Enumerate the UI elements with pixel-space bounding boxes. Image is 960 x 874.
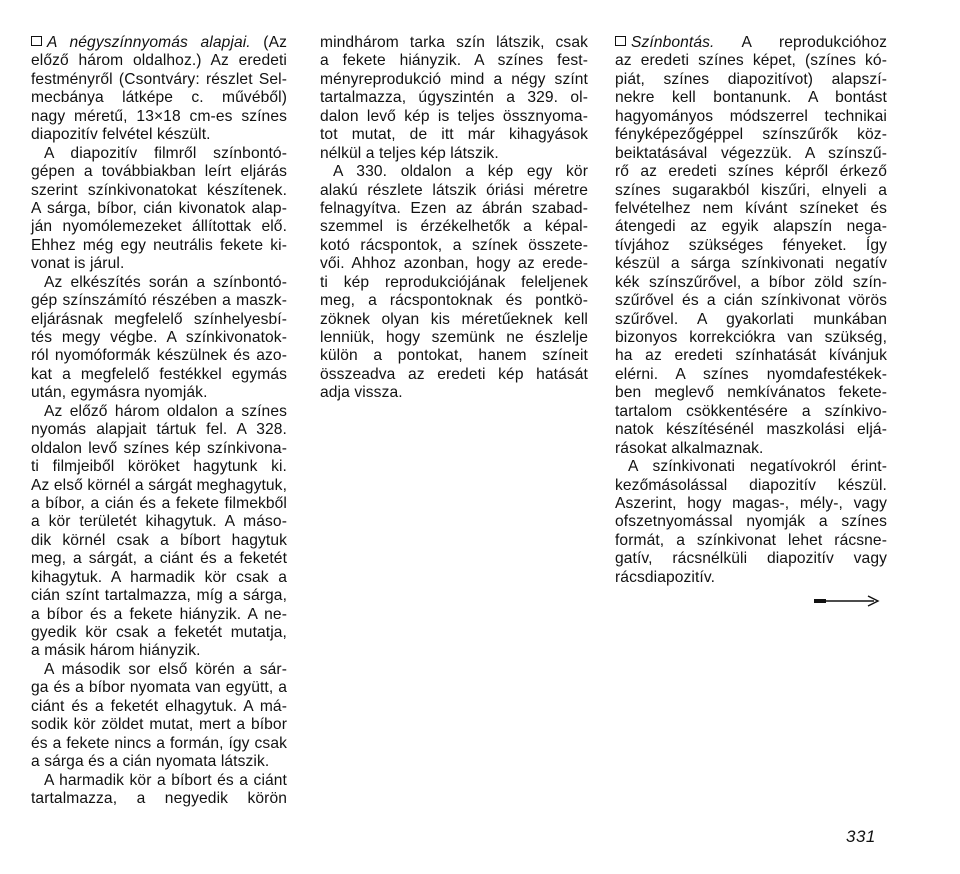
- text-segment: átengedi az egyik alapszín nega-: [615, 218, 887, 236]
- text-line: [31, 550, 287, 568]
- text-segment: kezőmásolással diapozitív készül.: [615, 476, 887, 494]
- text-segment: a bíbor és a fekete hiányzik. A ne-: [31, 605, 287, 623]
- text-segment: készül a sárga színkivonati negatív: [615, 255, 887, 273]
- text-segment: A második sor első körén a sár-: [44, 660, 287, 678]
- text-line: [320, 329, 588, 347]
- text-segment: cián színt tartalmazza, míg a sárga,: [31, 587, 287, 605]
- text-segment: Ehhez még egy neutrális fekete ki-: [31, 236, 287, 254]
- text-segment: gyedik kör csak a feketét mutatja,: [31, 624, 287, 641]
- text-line: [31, 458, 287, 476]
- text-segment: gépen a továbbiakban leírt eljárás: [31, 163, 287, 181]
- text-line: [615, 126, 887, 144]
- text-segment: zöknek olyan kis méretűeknek kell: [320, 310, 588, 328]
- text-segment: Az első körnél a sárgát meghagytuk,: [31, 476, 287, 494]
- text-segment: Az előző három oldalon a színes: [44, 402, 287, 420]
- text-column-2: [320, 34, 588, 403]
- text-segment: és a fekete nincs a formán, így csak: [31, 734, 287, 752]
- text-segment: Aszerint, hogy magas-, mély-, vagy: [615, 494, 887, 512]
- text-line: [31, 218, 287, 236]
- text-line: [31, 163, 287, 181]
- text-line: [31, 200, 287, 218]
- text-line: [615, 366, 887, 384]
- text-segment: ofszetnyomással nyomják a színes: [615, 513, 887, 531]
- text-line: [615, 52, 887, 70]
- text-line: [31, 661, 287, 679]
- text-line: [320, 274, 588, 292]
- text-line: [320, 292, 588, 310]
- text-line: [615, 311, 887, 329]
- text-line: [615, 569, 887, 587]
- text-line: [615, 403, 887, 421]
- text-segment: A 330. oldalon a kép egy kör: [333, 163, 588, 181]
- text-line: [615, 347, 887, 365]
- text-segment: dik körnél csak a bíbort hagytuk: [31, 531, 287, 549]
- text-segment: tívjához szükséges fényeket. Így: [615, 236, 887, 254]
- text-line: [31, 624, 287, 642]
- text-segment: a bíbor, a cián és a fekete filmekből: [31, 494, 287, 512]
- text-segment: A színkivonati negatívokról érint-: [628, 458, 887, 476]
- text-segment: színes sugarakból kiszűri, elnyeli a: [615, 181, 887, 199]
- text-segment: vői. Ahhoz azonban, hogy az erede-: [320, 255, 588, 273]
- text-line: [320, 145, 588, 163]
- text-segment: Az elkészítés során a színbontó-: [44, 273, 287, 291]
- section-heading: Színbontás.: [631, 34, 715, 51]
- text-segment: gép színszámító részében a maszk-: [31, 292, 287, 310]
- text-segment: külön a pontokat, hanem színeit: [320, 347, 588, 365]
- text-line: [320, 34, 588, 52]
- text-segment: bizonyos korrekciókra van szükség,: [615, 329, 887, 346]
- text-line: [31, 477, 287, 495]
- text-line: [31, 753, 287, 771]
- square-bullet-icon: [615, 36, 626, 46]
- text-line: [320, 366, 588, 384]
- text-line: [31, 71, 287, 89]
- text-segment: ben meglevő nemkívánatos fekete-: [615, 384, 887, 402]
- text-line: [615, 477, 887, 495]
- text-segment: a sárga és a cián nyomata látszik.: [31, 753, 270, 771]
- text-line: [31, 52, 287, 70]
- text-line: [615, 89, 887, 107]
- text-line: [320, 255, 588, 273]
- text-segment: adja vissza.: [320, 384, 403, 402]
- text-line: [615, 218, 887, 236]
- text-segment: meg, a rácspontoknak és pontkö-: [320, 292, 588, 310]
- text-line: [615, 182, 887, 200]
- text-line: [615, 108, 887, 126]
- text-segment: szerint színkivonatokat készítenek.: [31, 181, 287, 199]
- text-segment: szűrővel és a cián színkivonat vörös: [615, 292, 887, 310]
- text-segment: a fekete hiányzik. A színes fest-: [320, 52, 588, 70]
- text-segment: ján nyomólemezeket állítottak elő.: [31, 218, 287, 236]
- text-line: [320, 89, 588, 107]
- text-line: [615, 292, 887, 310]
- text-segment: diapozitív felvétel készült.: [31, 126, 211, 144]
- text-segment: tartalmazza, úgyszintén a 329. ol-: [320, 89, 588, 107]
- text-segment: kihagytuk. A harmadik kör csak a: [31, 568, 287, 586]
- text-segment: ga és a bíbor nyomata van együtt, a: [31, 679, 287, 697]
- text-line: [615, 34, 887, 52]
- text-line: [320, 71, 588, 89]
- text-line: [615, 532, 887, 550]
- page-number: 331: [846, 827, 876, 846]
- text-line: [31, 495, 287, 513]
- text-line: [31, 679, 287, 697]
- text-line: [615, 163, 887, 181]
- square-bullet-icon: [31, 36, 42, 46]
- text-segment: festményről (Csontváry: részlet Sel-: [31, 70, 287, 88]
- text-segment: A diapozitív filmről színbontó-: [44, 144, 287, 162]
- text-segment: ti filmjeiből köröket hagytunk ki.: [31, 458, 287, 476]
- text-segment: ményreprodukció mind a négy színt: [320, 70, 588, 88]
- text-segment: az eredeti színes képet, (színes kó-: [615, 52, 887, 70]
- text-line: [31, 440, 287, 458]
- text-line: [31, 772, 287, 790]
- text-line: [31, 716, 287, 734]
- text-segment: nyomás alapjait tártuk fel. A 328.: [31, 421, 287, 439]
- text-segment: hagyományos módszerrel technikai: [615, 107, 887, 125]
- text-line: [31, 421, 287, 439]
- text-line: [615, 384, 887, 402]
- text-segment: felnagyítva. Ezen az ábrán szabad-: [320, 199, 588, 217]
- text-segment: rő az eredeti színes képről érkező: [615, 163, 887, 181]
- text-segment: után, egymásra nyomják.: [31, 384, 208, 402]
- text-line: [31, 790, 287, 808]
- text-line: [320, 163, 588, 181]
- text-line: [320, 126, 588, 144]
- text-line: [31, 274, 287, 292]
- text-line: [615, 200, 887, 218]
- text-line: [31, 34, 287, 52]
- text-line: [320, 237, 588, 255]
- text-segment: kék színszűrővel, a bíbor zöld szín-: [615, 273, 887, 291]
- text-segment: A sárga, bíbor, cián kivonatok alap-: [31, 199, 287, 217]
- text-segment: tot mutat, de itt már kihagyások: [320, 126, 588, 144]
- text-segment: összeadva az eredeti kép hatását: [320, 365, 588, 383]
- text-line: [320, 311, 588, 329]
- text-segment: natok készítésénél maszkolási eljá-: [615, 421, 887, 439]
- text-line: [320, 218, 588, 236]
- text-line: [615, 458, 887, 476]
- text-segment: vonat is járul.: [31, 255, 125, 273]
- text-line: [31, 587, 287, 605]
- text-segment: szűrővel. A gyakorlati munkában: [615, 310, 887, 328]
- text-line: [615, 145, 887, 163]
- text-line: [31, 255, 287, 273]
- text-segment: mindhárom tarka szín látszik, csak: [320, 34, 588, 51]
- text-line: [31, 89, 287, 107]
- text-segment: rácsdiapozitív.: [615, 568, 716, 586]
- text-segment: tés megy végbe. A színkivonatok-: [31, 329, 287, 346]
- text-segment: ha az eredeti színhatását kívánjuk: [615, 347, 887, 365]
- text-line: [31, 108, 287, 126]
- text-segment: meg, a sárgát, a ciánt és a feketét: [31, 550, 287, 568]
- text-line: [31, 384, 287, 402]
- text-line: [31, 403, 287, 421]
- text-segment: dalon levő kép is teljes össznyoma-: [320, 107, 588, 125]
- text-line: [31, 182, 287, 200]
- text-segment: kotó rácspontok, a színek összete-: [320, 236, 588, 254]
- text-line: [31, 532, 287, 550]
- text-line: [31, 311, 287, 329]
- text-segment: alakú részlete látszik óriási méretre: [320, 181, 588, 199]
- text-segment: eljárásnak megfelelő színhelyesbí-: [31, 310, 287, 328]
- text-segment: fényképezőgéppel színszűrők köz-: [615, 126, 887, 144]
- text-segment: oldalon levő színes kép színkivona-: [31, 439, 287, 457]
- text-line: [615, 329, 887, 347]
- text-line: [615, 274, 887, 292]
- text-segment: beiktatásával végezzük. A színszű-: [615, 144, 887, 162]
- text-line: [31, 366, 287, 384]
- text-line: [31, 145, 287, 163]
- text-segment: mecbánya látképe c. művéből): [31, 89, 287, 107]
- text-line: [615, 421, 887, 439]
- text-line: [615, 440, 887, 458]
- text-column-1: [31, 34, 287, 808]
- section-heading: A négyszínnyomás alapjai.: [47, 34, 251, 51]
- text-segment: elérni. A színes nyomdafestékek-: [615, 365, 887, 383]
- text-segment: piát, színes diapozitívot) alapszí-: [615, 70, 887, 88]
- text-line: [615, 255, 887, 273]
- text-line: [320, 108, 588, 126]
- text-segment: kat a megfelelő festékkel egymás: [31, 365, 287, 383]
- text-line: [31, 735, 287, 753]
- text-line: [31, 237, 287, 255]
- text-line: [615, 71, 887, 89]
- text-segment: ciánt és a feketét elhagytuk. A má-: [31, 697, 287, 715]
- text-line: [320, 384, 588, 402]
- continuation-arrow-icon: [812, 594, 882, 608]
- text-segment: rásokat alkalmaznak.: [615, 439, 764, 457]
- text-segment: a kör területét kihagytuk. A máso-: [31, 513, 287, 531]
- text-segment: tartalom csökkentésére a színkivo-: [615, 402, 887, 420]
- text-segment: nekre kell bontanunk. A bontást: [615, 89, 887, 107]
- text-segment: A harmadik kör a bíbort és a ciánt: [44, 771, 287, 789]
- text-line: [320, 182, 588, 200]
- text-segment: előző három oldalhoz.) Az eredeti: [31, 52, 287, 70]
- text-line: [31, 569, 287, 587]
- text-segment: nélkül a teljes kép látszik.: [320, 144, 499, 162]
- text-line: [31, 292, 287, 310]
- text-line: [31, 347, 287, 365]
- text-line: [31, 513, 287, 531]
- text-line: [31, 329, 287, 347]
- text-line: [31, 606, 287, 624]
- text-line: [615, 237, 887, 255]
- text-segment: lenniük, hogy szemünk ne észlelje: [320, 329, 588, 346]
- text-segment: (Az: [250, 34, 287, 51]
- text-line: [320, 52, 588, 70]
- text-line: [615, 495, 887, 513]
- text-segment: tartalmazza, a negyedik körön: [31, 789, 287, 807]
- text-line: [31, 642, 287, 660]
- text-line: [615, 550, 887, 568]
- text-segment: formát, a színkivonat lehet rácsne-: [615, 531, 887, 549]
- text-line: [320, 200, 588, 218]
- text-line: [31, 126, 287, 144]
- text-segment: ti kép reprodukciójának feleljenek: [320, 273, 588, 291]
- text-line: [615, 513, 887, 531]
- text-segment: felvételhez nem kívánt színeket és: [615, 199, 887, 217]
- text-segment: ról nyomóformák készülnek és azo-: [31, 347, 287, 365]
- text-column-3: [615, 34, 887, 587]
- text-segment: A reprodukcióhoz: [714, 34, 887, 51]
- text-segment: sodik kör zöldet mutat, mert a bíbor: [31, 716, 287, 734]
- text-segment: gatív, rácsnélküli diapozitív vagy: [615, 550, 887, 568]
- text-line: [31, 698, 287, 716]
- text-segment: nagy méretű, 13×18 cm-es színes: [31, 107, 287, 125]
- text-segment: szemmel is érzékelhetők a képal-: [320, 218, 588, 236]
- text-segment: a másik három hiányzik.: [31, 642, 201, 660]
- text-line: [320, 347, 588, 365]
